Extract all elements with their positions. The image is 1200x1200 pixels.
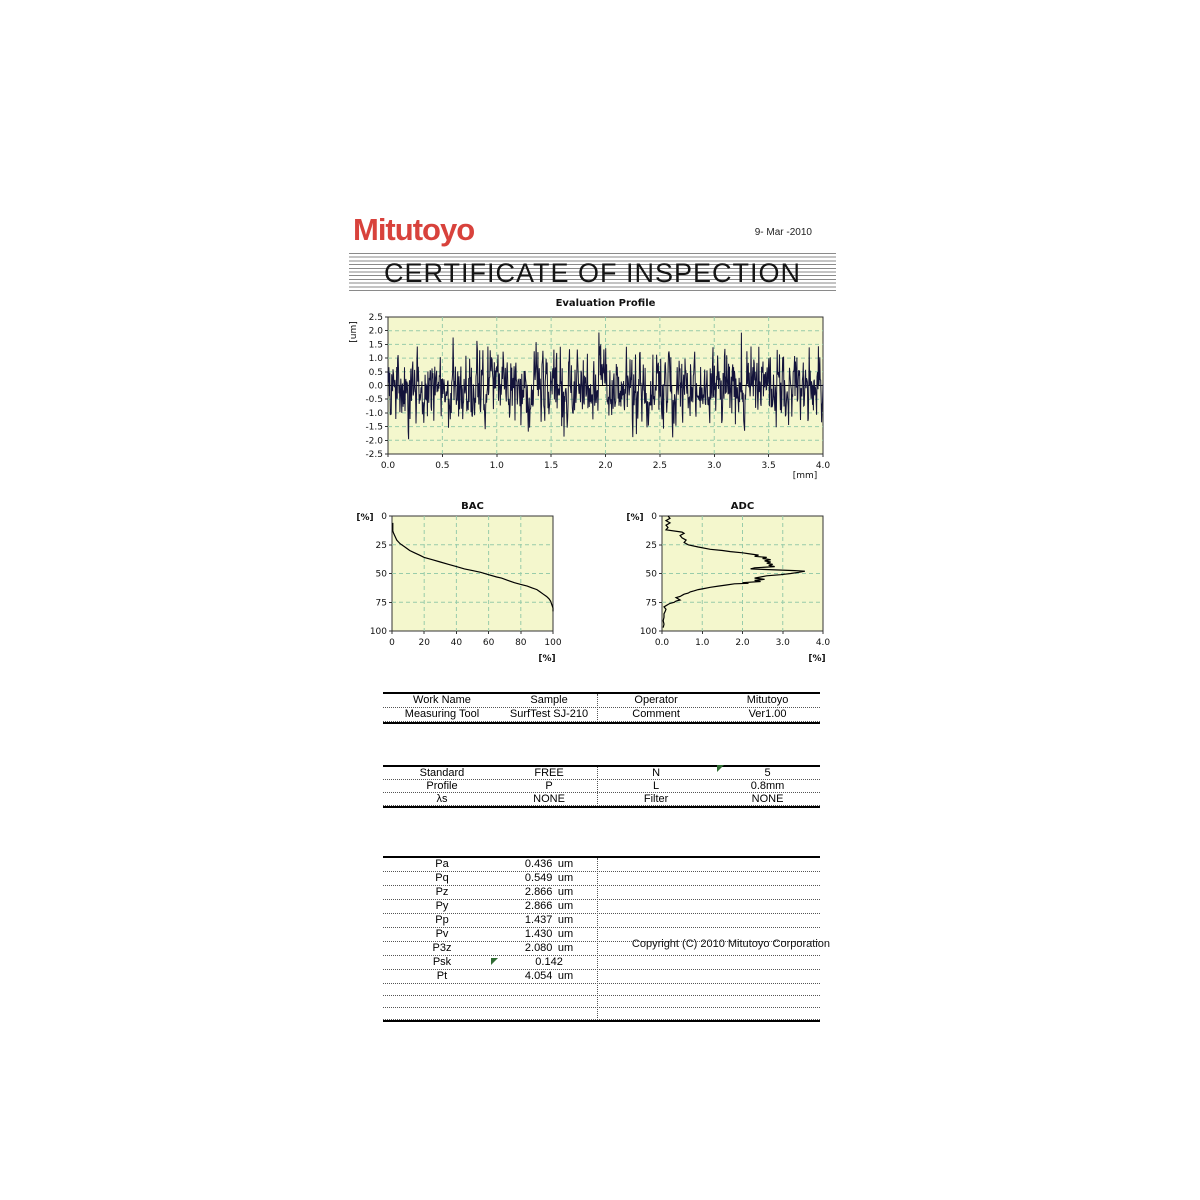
svg-text:[%]: [%] <box>356 513 374 523</box>
svg-text:100: 100 <box>639 627 657 637</box>
info-row-cell: SurfTest SJ-210 <box>509 708 589 720</box>
svg-text:0: 0 <box>651 512 657 522</box>
svg-text:100: 100 <box>544 638 562 648</box>
info-row-cell: Work Name <box>413 694 471 706</box>
parameter-value: 4.054 um <box>524 970 574 982</box>
parameter-name: Pp <box>435 914 449 926</box>
svg-text:Evaluation Profile: Evaluation Profile <box>555 298 656 309</box>
parameter-value: 0.549 um <box>524 872 574 884</box>
parameter-value: 2.080 um <box>524 942 574 954</box>
info-row-cell: Operator <box>634 694 678 706</box>
parameter-row <box>383 900 820 914</box>
svg-text:[%]: [%] <box>808 654 826 663</box>
info-row-cell: Ver1.00 <box>748 708 787 720</box>
svg-text:40: 40 <box>450 638 463 648</box>
settings-row-cell: L <box>653 779 660 792</box>
settings-row-cell: NONE <box>533 792 565 805</box>
parameter-name: Pt <box>436 970 448 982</box>
svg-text:-1.5: -1.5 <box>365 422 383 433</box>
svg-text:0: 0 <box>381 512 387 522</box>
adc-chart <box>625 498 840 663</box>
svg-text:0.0: 0.0 <box>368 381 383 392</box>
title-banner <box>349 253 836 293</box>
svg-text:0: 0 <box>389 638 395 648</box>
settings-row-cell: P <box>545 779 553 792</box>
svg-text:1.5: 1.5 <box>543 461 559 471</box>
settings-row-cell: Filter <box>643 792 669 805</box>
svg-text:1.5: 1.5 <box>368 340 383 351</box>
svg-text:BAC: BAC <box>461 501 484 512</box>
parameter-row <box>383 858 820 872</box>
empty-row <box>383 984 820 996</box>
svg-text:25: 25 <box>375 540 387 551</box>
svg-text:80: 80 <box>515 638 527 648</box>
svg-text:3.0: 3.0 <box>707 461 722 471</box>
svg-text:-2.0: -2.0 <box>365 436 383 447</box>
cursor-marker-icon <box>717 765 724 772</box>
parameter-name: P3z <box>432 942 452 954</box>
settings-row-cell: Profile <box>426 779 458 792</box>
parameter-value: 0.436 um <box>524 858 574 870</box>
parameter-row <box>383 886 820 900</box>
page-title: CERTIFICATE OF INSPECTION <box>383 258 802 288</box>
parameter-name: Pz <box>435 886 449 898</box>
svg-text:0.0: 0.0 <box>380 461 396 471</box>
svg-text:[%]: [%] <box>538 654 556 663</box>
settings-row <box>383 793 820 806</box>
svg-text:60: 60 <box>482 638 495 648</box>
settings-row-cell: 5 <box>715 768 820 779</box>
parameter-name: Pq <box>435 872 449 884</box>
svg-text:0.5: 0.5 <box>435 461 450 471</box>
mitutoyo-logo: Mitutoyo <box>353 212 475 247</box>
parameter-name: Pv <box>435 928 449 940</box>
parameter-row <box>383 914 820 928</box>
parameter-name: Psk <box>432 956 452 968</box>
svg-text:100: 100 <box>369 627 387 637</box>
svg-text:25: 25 <box>645 540 657 551</box>
parameter-name: Pa <box>435 858 449 870</box>
empty-row <box>383 1008 820 1020</box>
svg-text:3.5: 3.5 <box>761 461 776 471</box>
info-row <box>383 708 820 722</box>
svg-text:4.0: 4.0 <box>815 461 831 471</box>
svg-text:50: 50 <box>645 569 657 580</box>
settings-row-cell: Standard <box>419 766 465 779</box>
svg-text:ADC: ADC <box>730 501 755 512</box>
svg-text:-1.0: -1.0 <box>365 408 383 419</box>
svg-text:[um]: [um] <box>349 321 359 343</box>
parameter-row <box>383 970 820 984</box>
settings-table <box>383 765 820 808</box>
svg-text:1.0: 1.0 <box>695 638 710 648</box>
parameter-value: 0.142 <box>501 957 597 968</box>
settings-row <box>383 767 820 780</box>
svg-text:1.0: 1.0 <box>489 461 504 471</box>
info-row-cell: Mitutoyo <box>746 694 789 706</box>
svg-text:[%]: [%] <box>626 513 644 523</box>
svg-text:[mm]: [mm] <box>792 471 818 481</box>
parameter-row <box>383 956 820 970</box>
bac-chart <box>355 498 570 663</box>
info-row-cell: Measuring Tool <box>404 708 480 720</box>
svg-text:0.5: 0.5 <box>368 367 383 378</box>
cursor-marker-icon <box>491 958 498 965</box>
svg-text:2.0: 2.0 <box>735 638 750 648</box>
svg-text:2.5: 2.5 <box>652 461 668 471</box>
parameter-value: 1.430 um <box>524 928 574 940</box>
parameter-row <box>383 872 820 886</box>
settings-row <box>383 780 820 793</box>
svg-text:1.0: 1.0 <box>368 354 383 365</box>
settings-row-cell: 0.8mm <box>750 779 785 792</box>
svg-text:2.0: 2.0 <box>368 326 383 337</box>
svg-text:2.0: 2.0 <box>598 461 613 471</box>
svg-text:50: 50 <box>375 569 387 580</box>
copyright-text: Copyright (C) 2010 Mitutoyo Corporation <box>631 938 830 950</box>
report-date: 9- Mar -2010 <box>754 227 812 238</box>
svg-text:75: 75 <box>645 598 657 609</box>
parameter-value: 2.866 um <box>524 900 574 912</box>
svg-text:3.0: 3.0 <box>775 638 790 648</box>
info-row <box>383 694 820 708</box>
info-row-cell: Sample <box>530 694 568 706</box>
svg-text:4.0: 4.0 <box>815 638 831 648</box>
settings-row-cell: N <box>652 766 661 779</box>
empty-row <box>383 996 820 1008</box>
svg-text:-2.5: -2.5 <box>365 450 383 460</box>
parameter-name: Py <box>435 900 449 912</box>
column-divider <box>597 767 598 806</box>
svg-text:0.0: 0.0 <box>654 638 670 648</box>
settings-row-cell: FREE <box>534 766 564 779</box>
parameter-value: 2.866 um <box>524 886 574 898</box>
settings-row-cell: λs <box>436 792 448 805</box>
parameter-value: 1.437 um <box>524 914 574 926</box>
settings-row-cell: NONE <box>751 792 784 805</box>
svg-text:-0.5: -0.5 <box>365 395 383 406</box>
svg-text:75: 75 <box>375 598 387 609</box>
svg-text:2.5: 2.5 <box>368 313 383 323</box>
info-table <box>383 692 820 724</box>
evaluation-profile-chart <box>340 294 840 492</box>
info-row-cell: Comment <box>632 708 680 720</box>
column-divider <box>597 694 598 722</box>
svg-text:20: 20 <box>418 638 430 648</box>
